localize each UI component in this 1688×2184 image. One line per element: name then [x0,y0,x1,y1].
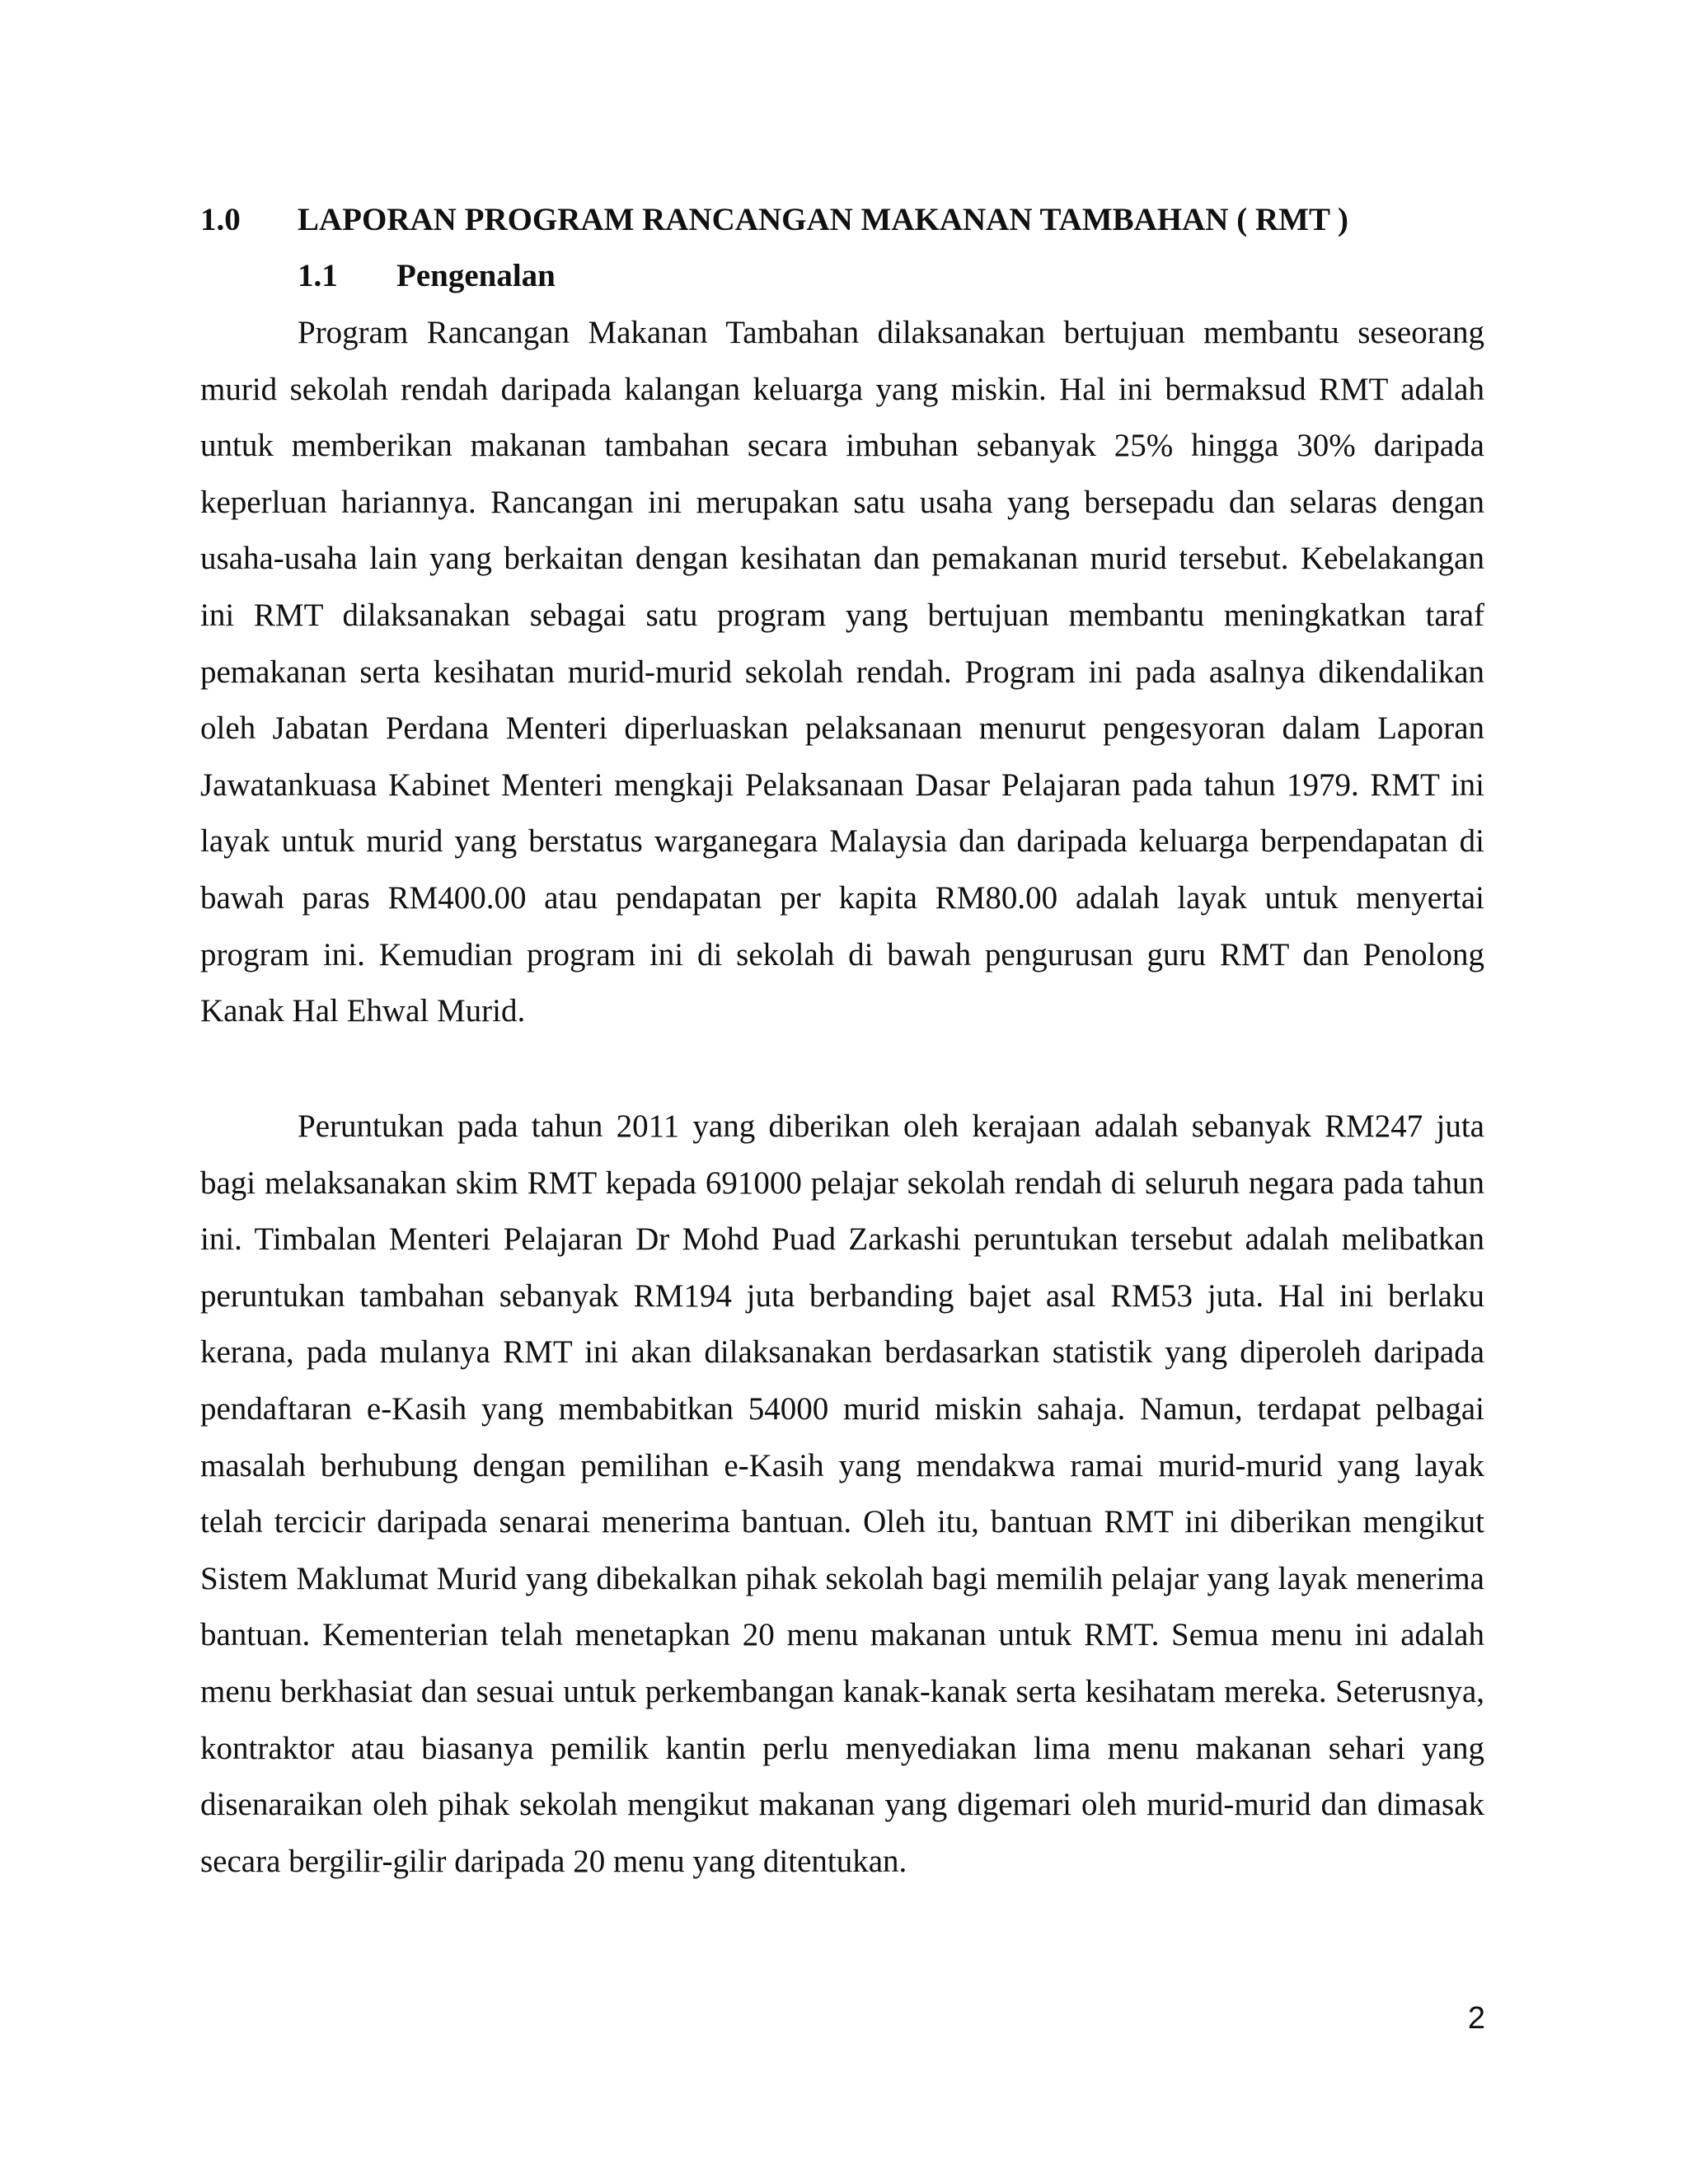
section-title: LAPORAN PROGRAM RANCANGAN MAKANAN TAMBAHAN ( RMT ) [298,202,1348,237]
body-paragraph: Program Rancangan Makanan Tambahan dilaksanakan bertujuan membantu seseorang murid sekolah rendah daripada kalangan keluarga yang miskin. Hal ini bermaksud RMT adalah untuk memberikan makanan tambahan secara imbuhan sebanyak 25% hingga 30% daripada keperluan hariannya. Rancangan ini merupakan satu usaha yang bersepadu dan selaras dengan usaha-usaha lain yang berkaitan dengan kesihatan dan pemakanan murid tersebut. Kebelakangan ini RMT dilaksanakan sebagai satu program yang bertujuan membantu meningkatkan taraf pemakanan serta kesihatan murid-murid sekolah rendah. Program ini pada asalnya dikendalikan oleh Jabatan Perdana Menteri diperluaskan pelaksanaan menurut pengesyoran dalam Laporan Jawatankuasa Kabinet Menteri mengkaji Pelaksanaan Dasar Pelajaran pada tahun 1979. RMT ini layak untuk murid yang berstatus warganegara Malaysia dan daripada keluarga berpendapatan di bawah paras RM400.00 atau pendapatan per kapita RM80.00 adalah layak untuk menyertai program ini. Kemudian program ini di sekolah di bawah pengurusan guru RMT dan Penolong Kanak Hal Ehwal Murid. [200,315,1484,1029]
page-number: 2 [1467,2001,1485,2036]
section-heading [200,195,1486,245]
subsection-title: Pengenalan [396,258,556,293]
body-paragraph: Peruntukan pada tahun 2011 yang diberikan oleh kerajaan adalah sebanyak RM247 juta bagi melaksanakan skim RMT kepada 691000 pelajar sekolah rendah di seluruh negara pada tahun ini. Timbalan Menteri Pelajaran Dr Mohd Puad Zarkashi peruntukan tersebut adalah melibatkan peruntukan tambahan sebanyak RM194 juta berbanding bajet asal RM53 juta. Hal ini berlaku kerana, pada mulanya RMT ini akan dilaksanakan berdasarkan statistik yang diperoleh daripada pendaftaran e-Kasih yang membabitkan 54000 murid miskin sahaja. Namun, terdapat pelbagai masalah berhubung dengan pemilihan e-Kasih yang mendakwa ramai murid-murid yang layak telah tercicir daripada senarai menerima bantuan. Oleh itu, bantuan RMT ini diberikan mengikut Sistem Maklumat Murid yang dibekalkan pihak sekolah bagi memilih pelajar yang layak menerima bantuan. Kementerian telah menetapkan 20 menu makanan untuk RMT. Semua menu ini adalah menu berkhasiat dan sesuai untuk perkembangan kanak-kanak serta kesihatam mereka. Seterusnya, kontraktor atau biasanya pemilik kantin perlu menyediakan lima menu makanan sehari yang disenaraikan oleh pihak sekolah mengikut makanan yang digemari oleh murid-murid dan dimasak secara bergilir-gilir daripada 20 menu yang ditentukan. [200,1108,1484,1879]
subsection-number: 1.1 [298,258,338,293]
section-number: 1.0 [200,202,241,237]
